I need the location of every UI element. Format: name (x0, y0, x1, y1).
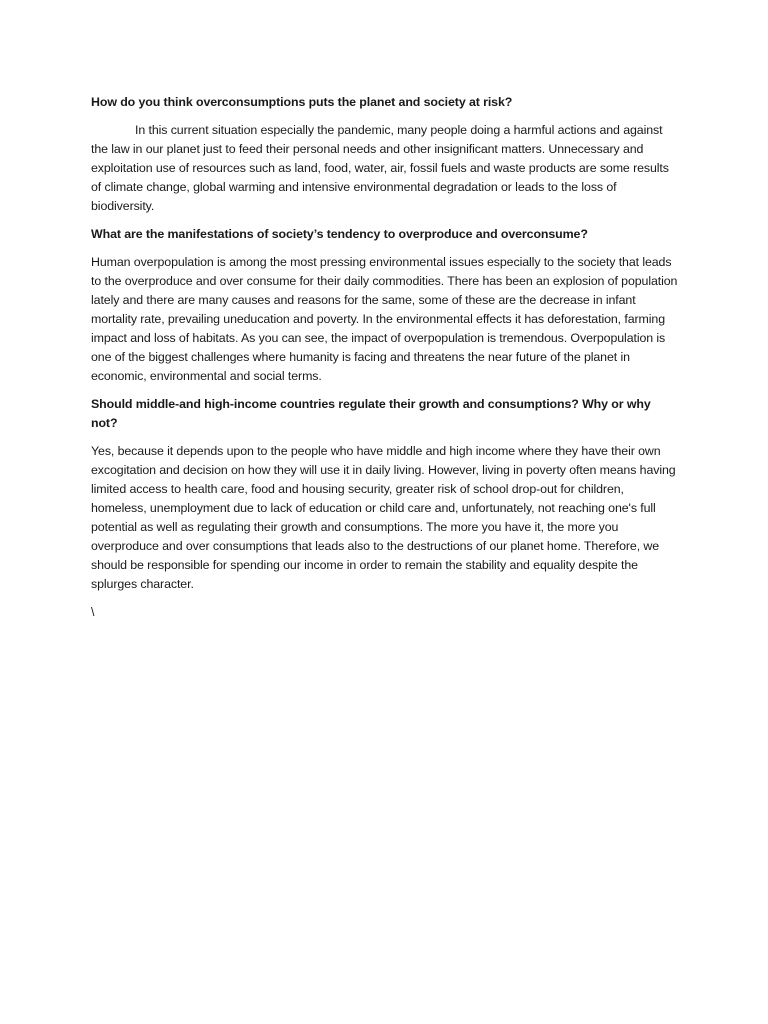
document-body (91, 93, 679, 622)
question-3: Should middle-and high-income countries regulate their growth and consumptions? Why or why not? (91, 397, 651, 430)
question-1: How do you think overconsumptions puts the planet and society at risk? (91, 95, 513, 109)
answer-1: In this current situation especially the pandemic, many people doing a harmful actions and against the law in our planet just to feed their personal needs and other insignificant matters. Unnecessary and exploitation use of resources such as land, food, water, air, fossil fuels and waste products are some results of climate change, global warming and intensive environmental degradation or leads to the loss of biodiversity. (91, 123, 669, 213)
answer-2: Human overpopulation is among the most pressing environmental issues especially to the society that leads to the overproduce and over consume for their daily commodities. There has been an explosion of population lately and there are many causes and reasons for the same, some of these are the decrease in infant mortality rate, prevailing uneducation and poverty. In the environmental effects it has deforestation, farming impact and loss of habitats. As you can see, the impact of overpopulation is tremendous. Overpopulation is one of the biggest challenges where humanity is facing and threatens the near future of the planet in economic, environmental and social terms. (91, 255, 678, 383)
stray-backslash: \ (91, 605, 95, 619)
answer-3: Yes, because it depends upon to the people who have middle and high income where they have their own excogitation and decision on how they will use it in daily living. However, living in poverty often means having limited access to health care, food and housing security, greater risk of school drop-out for children, homeless, unemployment due to lack of education or child care and, unfortunately, not reaching one's full potential as well as regulating their growth and consumptions. The more you have it, the more you overproduce and over consumptions that leads also to the destructions of our planet home. Therefore, we should be responsible for spending our income in order to remain the stability and equality despite the splurges character. (91, 444, 676, 591)
question-2: What are the manifestations of society’s tendency to overproduce and overconsume? (91, 227, 588, 241)
